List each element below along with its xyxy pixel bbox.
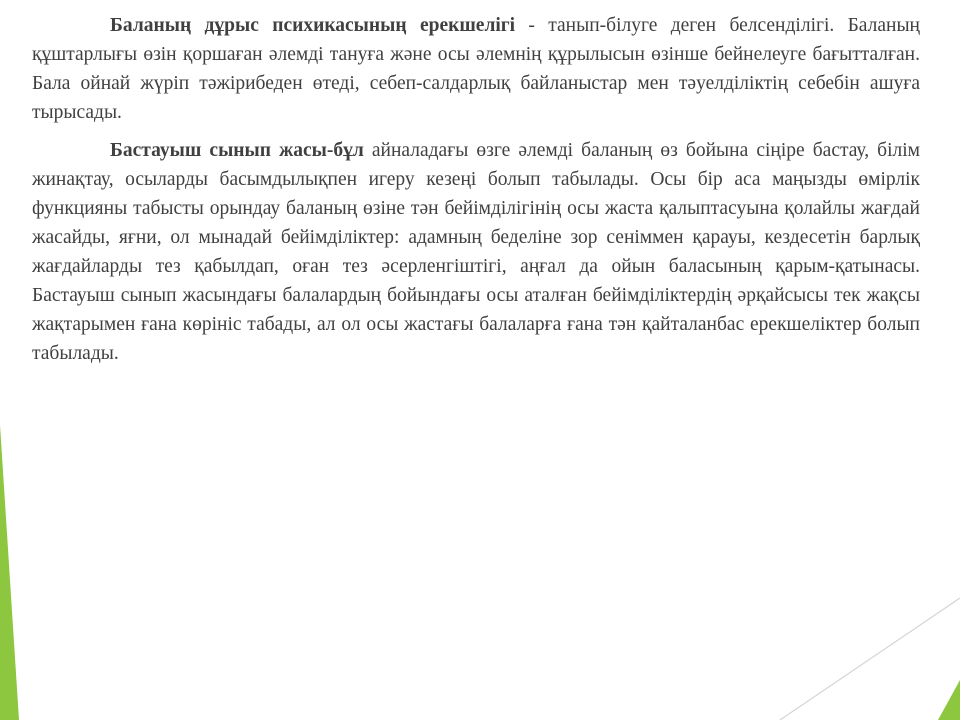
paragraph-2-lead: Бастауыш сынып жасы-бұл <box>110 140 364 161</box>
paragraph-2 <box>32 136 920 368</box>
paragraph-2-body: айналадағы өзге әлемді баланың өз бойына сіңіре бастау, білім жинақтау, осыларды басымдылықпен игеру кезеңі болып табылады. Осы бір аса маңызды өмірлік функцияны табысты орындау баланың өзіне тән бейімділігінің осы жаста қалыптасуына қолайлы жағдай жасайды, яғни, ол мынадай бейімділіктер: адамның беделіне зор сеніммен қарауы, кездесетін барлық жағдайларды тез қабылдап, оған тез әсерленгіштігі, аңғал да ойын баласының қарым-қатынасы. Бастауыш сынып жасындағы балалардың бойындағы осы аталған бейімділіктердің әрқайсысы тек жақсы жақтарымен ғана көрініс табады, ал ол осы жастағы балаларға ғана тән қайталанбас ерекшеліктер болып табылады. <box>32 140 920 364</box>
paragraph-1 <box>32 11 920 127</box>
paragraph-1-lead: Баланың дұрыс психикасының ерекшелігі <box>110 15 516 36</box>
thin-diagonal-line <box>780 598 960 720</box>
corner-green-triangle <box>938 680 960 720</box>
left-green-triangle <box>0 425 19 720</box>
paragraph-1-body: - танып-білуге деген белсенділігі. Баланың құштарлығы өзін қоршаған әлемді тануға және осы әлемнің құрылысын өзінше бейнелеуге бағытталған. Бала ойнай жүріп тәжірибеден өтеді, себеп-салдарлық байланыстар мен тәуелділіктің себебін ашуға тырысады. <box>32 15 920 123</box>
body-text <box>32 11 920 368</box>
